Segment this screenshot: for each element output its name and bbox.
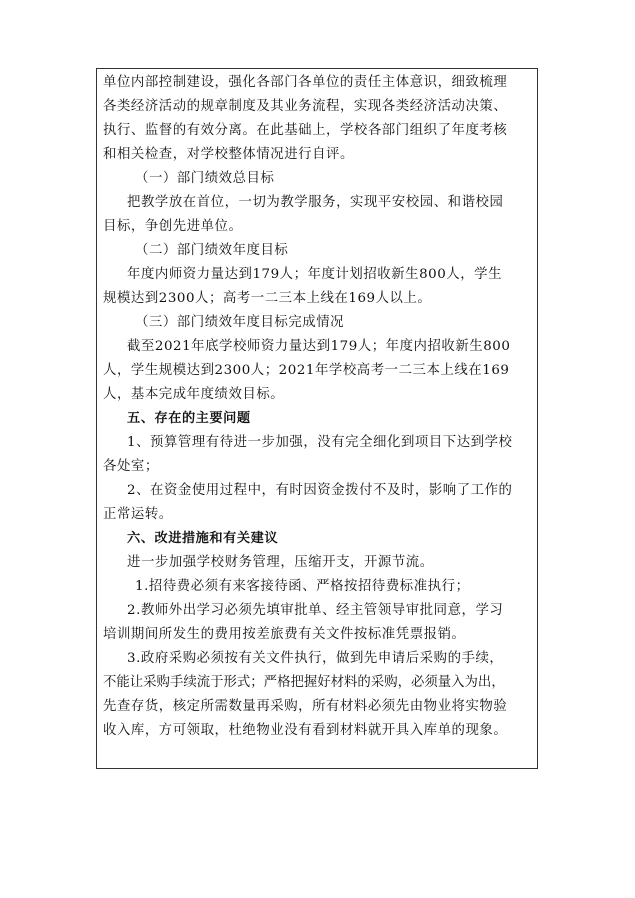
text-line: 3.政府采购必须按有关文件执行，做到先申请后采购的手续， [127,651,504,666]
text-line: 规模达到2300人；高考一二三本上线在169人以上。 [103,291,432,306]
text-line: 培训期间所发生的费用按差旅费有关文件按标准凭票报销。 [103,627,466,642]
text-line: 年度内师资力量达到179人；年度计划招收新生800人，学生 [127,267,503,282]
section-heading: （一）部门绩效总目标 [135,171,275,186]
text-line: 单位内部控制建设，强化各部门各单位的责任主体意识，细致梳理 [103,75,508,90]
text-line: 收入库，方可领取，杜绝物业没有看到材料就开具入库单的现象。 [103,723,508,738]
section-heading: （二）部门绩效年度目标 [135,243,289,258]
text-line: 人，基本完成年度绩效目标。 [103,387,285,402]
section-title: 五、存在的主要问题 [127,411,251,426]
text-line: 进一步加强学校财务管理，压缩开支，开源节流。 [127,555,434,570]
text-line: 正常运转。 [103,507,173,522]
text-line: 把教学放在首位，一切为教学服务，实现平安校园、和谐校园 [127,195,504,210]
text-line: 先查存货，核定所需数量再采购，所有材料必须先由物业将实物验 [103,699,508,714]
text-line: 2、在资金使用过程中，有时因资金拨付不及时，影响了工作的 [127,483,513,498]
text-line: 人，学生规模达到2300人；2021年学校高考一二三本上线在169 [103,363,510,378]
text-line: 和相关检查，对学校整体情况进行自评。 [103,147,354,162]
text-line: 执行、监督的有效分离。在此基础上，学校各部门组织了年度考核 [103,123,508,138]
text-line: 各类经济活动的规章制度及其业务流程，实现各类经济活动决策、 [103,99,508,114]
text-line: 各处室； [103,459,159,474]
section-title: 六、改进措施和有关建议 [127,531,279,546]
text-line: 不能让采购手续流于形式；严格把握好材料的采购，必须量入为出， [103,675,505,690]
text-line: 截至2021年底学校师资力量达到179人；年度内招收新生800 [127,339,511,354]
text-line: 2.教师外出学习必须先填审批单、经主管领导审批同意，学习 [127,603,504,618]
section-heading: （三）部门绩效年度目标完成情况 [135,315,345,330]
text-line: 1.招待费必须有来客接待函、严格按招待费标准执行； [135,579,470,594]
text-line: 1、预算管理有待进一步加强，没有完全细化到项目下达到学校 [127,435,513,450]
text-line: 目标，争创先进单位。 [103,219,243,234]
